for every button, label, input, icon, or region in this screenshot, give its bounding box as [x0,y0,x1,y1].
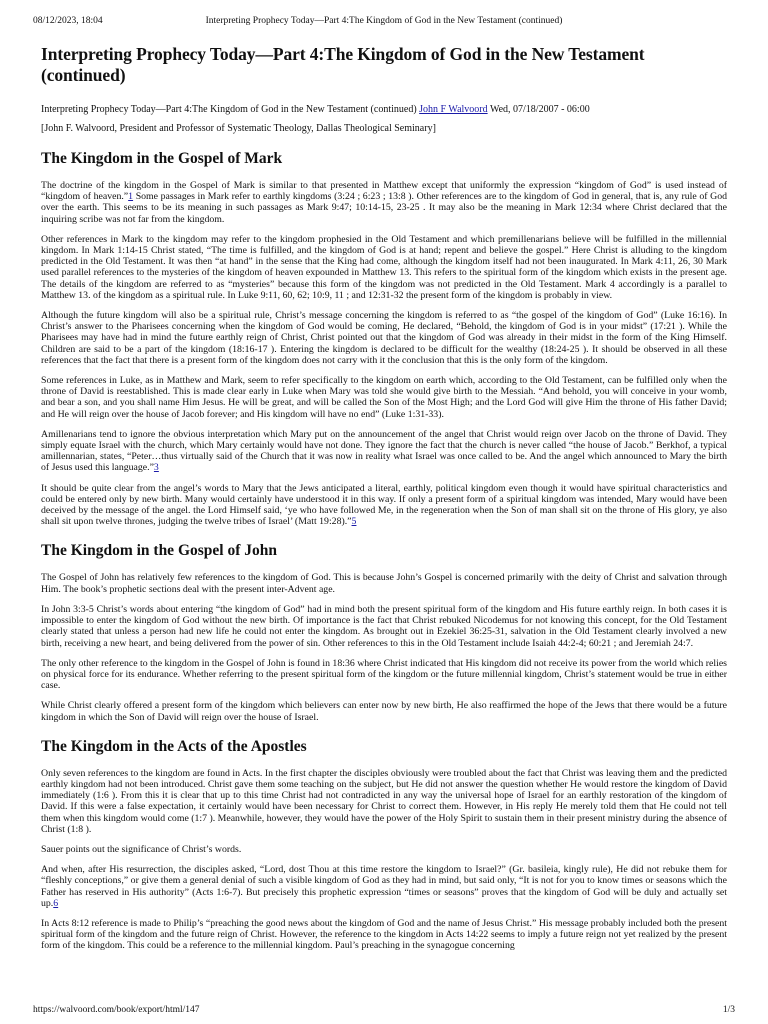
author-link[interactable]: John F Walvoord [419,104,488,115]
paragraph: In Acts 8:12 reference is made to Philip’s “preaching the good news about the kingdom of God and the name of Jesus Christ.” His message probably included both the present spiritual form of the kingdom and the future reign of Christ. However, the reference to the kingdom in Acts 14:22 seems to imply a future reign not yet realized by the present form of the kingdom. This could be a reference to the millennial kingdom. Paul’s preaching in the synagogue concerning [41,917,727,952]
paragraph: Although the future kingdom will also be a spiritual rule, Christ’s message concerning the kingdom is referred to as “the gospel of the kingdom of God” (Luke 16:16). In Christ’s answer to the Pharisees concerning when the kingdom of God would be coming, He declared, “Behold, the kingdom of God is in your midst” (17:21 ). While the Pharisees may have had in mind the future earthly reign of Christ, Christ pointed out that the kingdom of God was already in their midst in the form of the King Himself. Children are said to be a part of the kingdom (18:16-17 ). Entering the kingdom is declared to be difficult for the wealthy (18:24-25 ). It should be observed in all these references that the fact that there is a present form of the kingdom does not carry with it the conclusion that this is the only form of the kingdom. [41,310,727,366]
paragraph [41,864,727,909]
paragraph: Only seven references to the kingdom are found in Acts. In the first chapter the disciples obviously were troubled about the fact that Christ was leaving them and the predicted earthly kingdom had not been introduced. Christ gave them some teaching on the subject, but He did not answer the question whether He would restore the kingdom of David immediately (1:6 ). From this it is clear that up to this time Christ had not contradicted in any way the universal hope of Israel for an earthly restoration of the kingdom of David. If this were a false expectation, it certainly would have been necessary for Christ to correct them. However, in His reply He merely told them that He could not tell them when this kingdom would come (1:7 ). Meanwhile, however, they would have the power of the Holy Spirit to sustain them in their present ministry during the absence of Christ (1:8 ). [41,767,727,835]
paragraph-text: Some passages in Mark refer to earthly kingdoms (3:24 ; 6:23 ; 13:8 ). Other references are to the kingdom of God in general, that is, any rule of God over the earth. This seems to be its meaning in such passages as Mark 9:47; 10:14-15, 23-25 . It may also be the meaning in Mark 12:34 where Christ declared that the inquiring scribe was not far from the kingdom. [41,191,727,225]
article-title: Interpreting Prophecy Today—Part 4:The Kingdom of God in the New Testament (continued) [41,44,645,85]
paragraph-text: The doctrine of the kingdom in the Gospel of Mark is similar to that presented in Matthew except that uniformly the expression “kingdom of God” is used instead of “kingdom of heaven.” [41,180,727,203]
paragraph: In John 3:3-5 Christ’s words about entering “the kingdom of God” had in mind both the present spiritual form of the kingdom and His future earthly reign. In both cases it is impossible to enter the kingdom of God without the new birth. Of importance is the fact that Christ rebuked Nicodemus for not knowing this concept, for the Old Testament clearly stated that unless a person had new life he could not enter the kingdom. As brought out in Ezekiel 36:25-31, salvation in the Old Testament clearly involved a new birth, receiving a new heart, and being delivered from the power of sin. Other references to this in the Old Testament include Isaiah 44:2-4; 60:21 ; and Jeremiah 24:7. [41,603,727,649]
paragraph: Some references in Luke, as in Matthew and Mark, seem to refer specifically to the kingdom on earth which, according to the Old Testament, can be fulfilled only when the throne of David is reestablished. This is made clear early in Luke when Mary was told she would give birth to the Messiah. “And behold, you will conceive in your womb, and bear a son, and you shall name Him Jesus. He will be great, and will be called the Son of the Most High; and the Lord God will give Him the throne of His father David; and He will reign over the house of Jacob forever; and His kingdom will have no end” (Luke 1:31-33). [41,375,727,420]
footnote-link[interactable]: 3 [153,462,159,474]
footnote-link[interactable]: 5 [351,516,357,528]
paragraph: The only other reference to the kingdom in the Gospel of John is found in 18:36 where Christ indicated that His kingdom did not receive its power from the world which relies on physical force for its endurance. Whether referring to the present spiritual form of the kingdom or the future millennial kingdom, Christ’s statement would be true in either case. [41,657,727,692]
author-affiliation: [John F. Walvoord, President and Professor of Systematic Theology, Dallas Theological Seminary] [41,123,436,134]
print-footer [33,1004,735,1016]
paragraph [41,180,727,225]
footnote-link[interactable]: 1 [128,191,134,203]
paragraph: Sauer points out the significance of Christ’s words. [41,843,242,855]
paragraph: While Christ clearly offered a present form of the kingdom which believers can enter now by new birth, He also reaffirmed the hope of the Jews that there would be a future kingdom in which the Son of David will reign over the house of Israel. [41,700,727,723]
byline-text: Interpreting Prophecy Today—Part 4:The Kingdom of God in the New Testament (continued) [41,104,417,115]
section-heading-mark: The Kingdom in the Gospel of Mark [41,150,283,167]
paragraph-text: It should be quite clear from the angel’s words to Mary that the Jews anticipated a literal, earthly, political kingdom even though it would have spiritual characteristics and could be entered only by new birth. Many would certainly have understood it in this way. If only a present form of a spiritual kingdom was intended, Mary would have been deceived by the message of the angel. the Lord Himself said, ‘ye who have followed Me, in the regeneration when the Son of man shall sit on the throne of His glory, ye also shall sit upon twelve thrones, judging the twelve tribes of Israel’ (Matt 19:28).” [41,482,727,528]
print-url: https://walvoord.com/book/export/html/147 [33,1005,200,1015]
paragraph-text: And when, after His resurrection, the disciples asked, “Lord, dost Thou at this time restore the kingdom to Israel?” (Gr. basileia, kingly rule), He did not rebuke them for “fleshly conceptions,” or give them a general denial of such a visible kingdom of God as they had in mind, but said only, “It is not for you to know times or seasons which the Father has reserved in His authority” (Acts 1:6-7). But precisely this prophetic expression “times or seasons” proves that the kingdom of God will be duly and actually set up. [41,864,727,909]
print-page-number: 1/3 [722,1005,735,1015]
section-heading-acts: The Kingdom in the Acts of the Apostles [41,737,307,755]
section-heading-john: The Kingdom in the Gospel of John [41,542,277,560]
print-header [33,15,735,27]
print-datetime: 08/12/2023, 18:04 [33,16,103,26]
article-content [41,44,727,1008]
paragraph: The Gospel of John has relatively few references to the kingdom of God. This is because John’s Gospel is concerned primarily with the deity of Christ and salvation through Him. The book’s prophetic sections deal with the present inter-Advent age. [41,572,727,595]
paragraph [41,483,727,528]
paragraph: Other references in Mark to the kingdom may refer to the kingdom prophesied in the Old Testament and which premillenarians believe will be fulfilled in the millennial kingdom. In Mark 1:14-15 Christ stated, “The time is fulfilled, and the kingdom of God is at hand; repent and believe the gospel.” Here Christ is alluding to the kingdom predicted in the Old Testament. It was then “at hand” in the sense that the King had come, although the kingdom itself had not been inaugurated. In Mark 4:11, 26, 30 Mark used parallel references to the mysteries of the kingdom of heaven expounded in Matthew 13. This refers to the spiritual form of the kingdom which exists in the present age. The details of the kingdom are referred to as “mysteries” because this form of the kingdom was not predicted in the Old Testament. Mark 4 accordingly is a parallel to Matthew 13. of the kingdom as a spiritual rule. In Luke 9:11, 60, 62; 10:9, 11 ; and 12:31-32 the present form of the kingdom is probably in view. [41,233,727,301]
paragraph [41,429,727,474]
print-page-title: Interpreting Prophecy Today—Part 4:The Kingdom of God in the New Testament (continued) [205,16,563,26]
article-byline [41,103,727,116]
paragraph-text: Amillenarians tend to ignore the obvious interpretation which Mary put on the announcement of the angel that Christ would reign over Jacob on the throne of David. They simply equate Israel with the church, which Mary certainly would have not done. They ignore the fact that the church is never called “the house of Jacob.” Berkhof, a typical amillennarian, states, “Peter…thus virtually said of the Church that it was now in reality what Israel was once called to be. And the angel which announced to Mary the birth of Jesus used this language.” [41,428,727,474]
article-date: Wed, 07/18/2007 - 06:00 [489,104,590,115]
footnote-link[interactable]: 6 [53,897,59,909]
